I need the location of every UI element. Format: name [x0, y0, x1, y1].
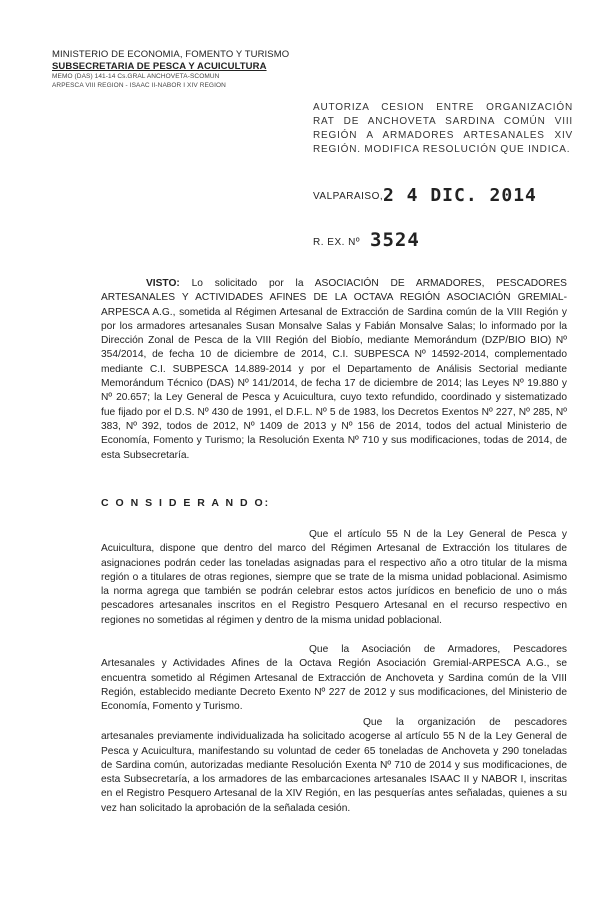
- considerando-paragraph-3: [101, 716, 567, 816]
- paragraph-2-text: Que la Asociación de Armadores, Pescadores Artesanales y Actividades Afines de la Octava Región Asociación Gremial-ARPESCA A.G., se encuentra sometido al Régimen Artesanal de Extracción de Anchoveta y Sardina común de la VIII Región, establecido mediante Decreto Exento Nº 227 de 2012 y sus modificaciones, del Ministerio de Economía, Fomento y Turismo.: [101, 644, 567, 713]
- resolution-subject: AUTORIZA CESION ENTRE ORGANIZACIÓN RAT DE ANCHOVETA SARDINA COMÚN VIII REGIÓN A ARMADORES ARTESANALES XIV REGIÓN. MODIFICA RESOLUCIÓN QUE INDICA.: [313, 102, 573, 155]
- ministry-name: MINISTERIO DE ECONOMIA, FOMENTO Y TURISMO: [52, 49, 290, 60]
- resolution-number: 3524: [370, 229, 420, 251]
- considerando-paragraph-1: [101, 528, 567, 628]
- place-label: VALPARAISO,: [313, 191, 384, 202]
- letterhead: [52, 49, 290, 90]
- considerando-paragraph-2: [101, 643, 567, 714]
- rex-label: R. EX. Nº: [313, 237, 361, 248]
- visto-paragraph: [101, 277, 567, 463]
- paragraph-1-text: Que el artículo 55 N de la Ley General de Pesca y Acuicultura, dispone que dentro del marco del Régimen Artesanal de Extracción los titulares de asignaciones podrán ceder las toneladas asignadas para el respectivo año a otro titular de la misma región o a titulares de otras regiones, siempre que se trate de la misma unidad poblacional. Asimismo la norma agrega que también se podrán celebrar estos actos jurídicos en beneficio de uno o más pescadores artesanales inscritos en el Registro Pesquero Artesanal en el recurso respectivo en regiones no sometidas al régimen y dentro de la misma unidad poblacional.: [101, 529, 567, 626]
- resolution-date: 2 4 DIC. 2014: [383, 185, 537, 206]
- considerando-heading: C O N S I D E R A N D O:: [101, 497, 271, 509]
- visto-text: Lo solicitado por la ASOCIACIÓN DE ARMADORES, PESCADORES ARTESANALES Y ACTIVIDADES AFINES DE LA OCTAVA REGIÓN ASOCIACIÓN GREMIAL-ARPESCA A.G., sometida al Régimen Artesanal de Extracción de Sardina común de la VIII Región y por los armadores artesanales Susan Monsalve Salas y Fabián Monsalve Salas; lo informado por la Dirección Zonal de Pesca de la VIII Región del Biobío, mediante Memorándum (DZP/BIO BIO) Nº 354/2014, de fecha 10 de diciembre de 2014, C.I. SUBPESCA Nº 14592-2014, complementado mediante C.I. SUBPESCA 14.889-2014 y por el Departamento de Análisis Sectorial mediante Memorándum Técnico (DAS) Nº 141/2014, de fecha 17 de diciembre de 2014; las Leyes Nº 19.880 y Nº 20.657; la Ley General de Pesca y Acuicultura, cuyo texto refundido, coordinado y sistematizado fue fijado por el D.S. Nº 430 de 1991, el D.F.L. Nº 5 de 1983, los Decretos Exentos Nº 227, Nº 285, Nº 383, Nº 392, todos de 2012, Nº 1409 de 2013 y Nº 156 de 2014, todos del actual Ministerio de Economía, Fomento y Turismo; la Resolución Exenta Nº 710 y sus modificaciones, todas de 2014, de esta Subsecretaría.: [101, 278, 567, 461]
- arpesca-reference: ARPESCA VIII REGION - ISAAC II-NABOR I XIV REGION: [52, 82, 226, 89]
- paragraph-3-text: Que la organización de pescadores artesanales previamente individualizada ha solicitado acogerse al artículo 55 N de la Ley General de Pesca y Acuicultura, manifestando su voluntad de ceder 65 toneladas de Anchoveta y 290 toneladas de Sardina común, autorizadas mediante Resolución Exenta Nº 710 de 2014 y sus modificaciones, de esta Subsecretaría, a los armadores de las embarcaciones artesanales ISAAC II y NABOR I, inscritas en el Registro Pesquero Artesanal de la XIV Región, en las pesquerías antes señaladas, quienes a su vez han solicitado la aprobación de la señalada cesión.: [101, 717, 567, 814]
- memo-reference: MEMO (DAS) 141-14 Cs.GRAL ANCHOVETA-SCOMUN: [52, 73, 220, 80]
- visto-label: VISTO:: [146, 278, 180, 289]
- subsecretaria-name: SUBSECRETARIA DE PESCA Y ACUICULTURA: [52, 60, 267, 72]
